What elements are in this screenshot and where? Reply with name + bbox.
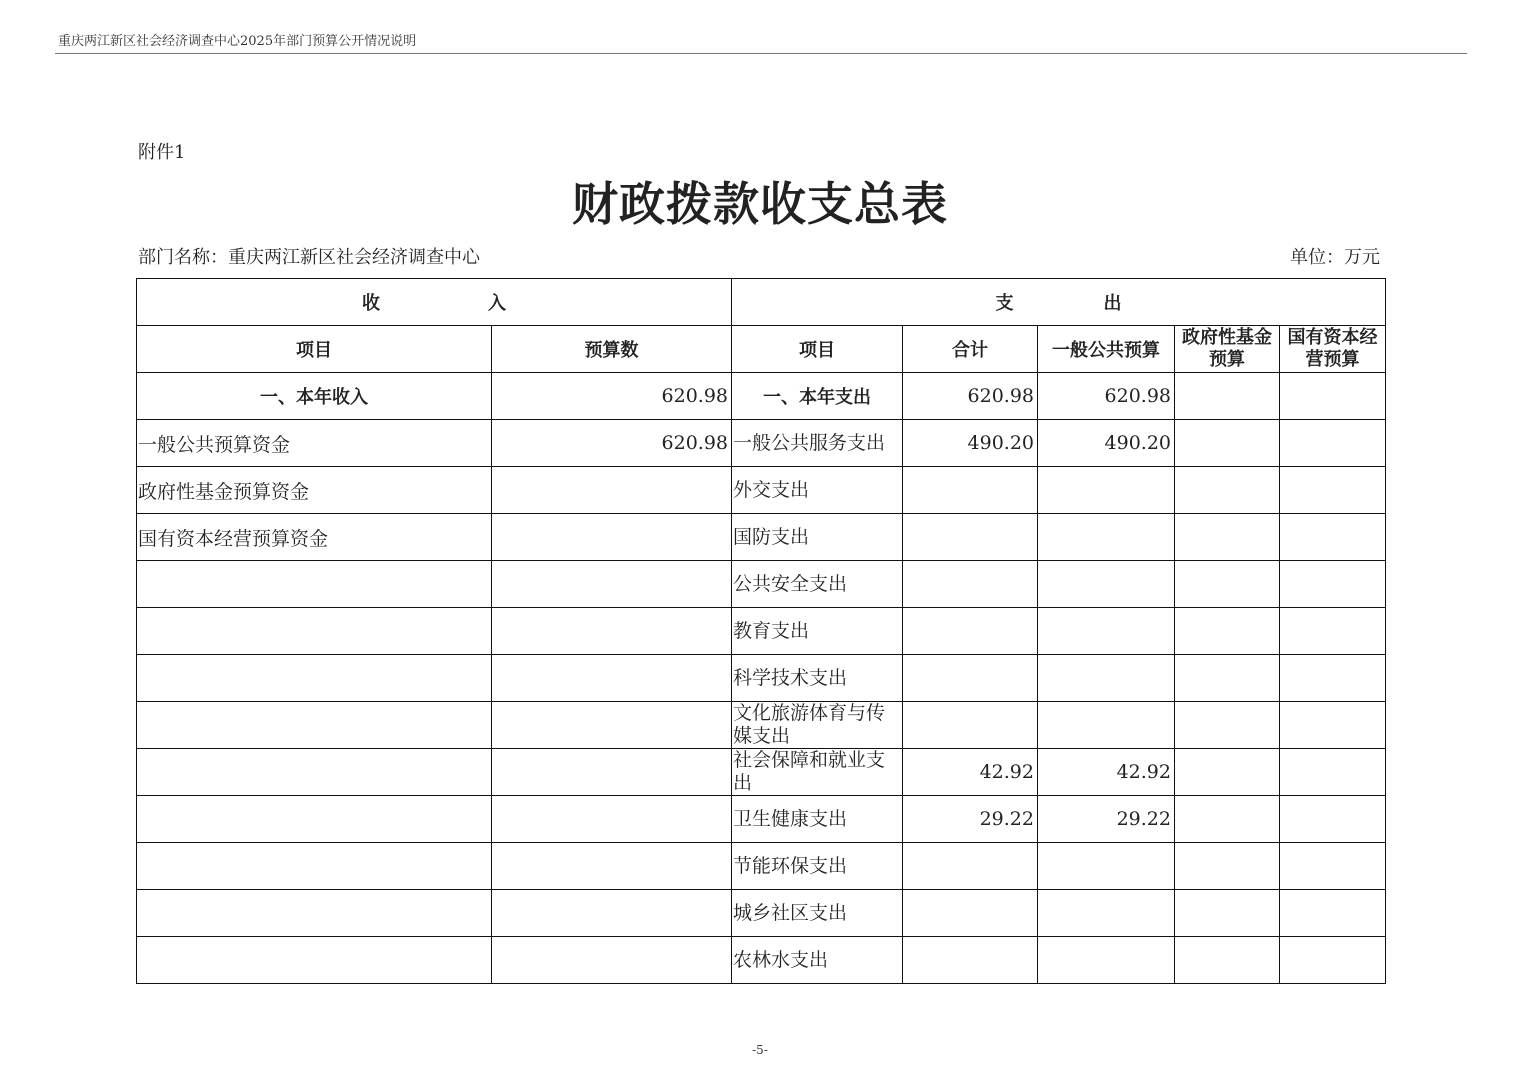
total-cell — [903, 655, 1038, 702]
running-header: 重庆两江新区社会经济调查中心2025年部门预算公开情况说明 — [58, 34, 417, 49]
state-capital-cell — [1280, 702, 1386, 749]
state-capital-cell — [1280, 749, 1386, 796]
total-cell — [903, 937, 1038, 984]
gov-fund-cell — [1175, 749, 1280, 796]
general-budget-cell — [1038, 655, 1175, 702]
state-capital-cell — [1280, 796, 1386, 843]
table-row — [137, 373, 1386, 420]
table-row — [137, 843, 1386, 890]
general-budget-cell: 620.98 — [1038, 373, 1175, 420]
state-capital-cell — [1280, 655, 1386, 702]
income-item-cell — [137, 561, 492, 608]
income-item-cell — [137, 796, 492, 843]
income-value-cell: 620.98 — [492, 373, 732, 420]
table-row — [137, 514, 1386, 561]
gov-fund-cell — [1175, 561, 1280, 608]
gov-fund-cell — [1175, 890, 1280, 937]
table-row — [137, 937, 1386, 984]
header-rule — [55, 53, 1467, 54]
unit-label: 单位：万元 — [1290, 247, 1380, 268]
total-cell — [903, 608, 1038, 655]
state-capital-cell — [1280, 561, 1386, 608]
income-value-cell — [492, 796, 732, 843]
state-capital-cell — [1280, 514, 1386, 561]
column-header-row — [137, 326, 1386, 373]
general-budget-cell — [1038, 937, 1175, 984]
income-item-cell — [137, 702, 492, 749]
income-value-cell — [492, 890, 732, 937]
income-item-cell — [137, 749, 492, 796]
col-income-item: 项目 — [137, 326, 492, 373]
general-budget-cell — [1038, 702, 1175, 749]
table-row — [137, 702, 1386, 749]
expense-item-cell: 一般公共服务支出 — [732, 420, 903, 467]
state-capital-cell — [1280, 890, 1386, 937]
income-value-cell: 620.98 — [492, 420, 732, 467]
income-item-cell: 政府性基金预算资金 — [137, 467, 492, 514]
total-cell — [903, 467, 1038, 514]
state-capital-cell — [1280, 843, 1386, 890]
income-item-cell — [137, 843, 492, 890]
group-header-row — [137, 279, 1386, 326]
table-row — [137, 890, 1386, 937]
expense-header: 支 出 — [732, 279, 1386, 326]
table-row — [137, 749, 1386, 796]
general-budget-cell — [1038, 514, 1175, 561]
income-item-cell: 国有资本经营预算资金 — [137, 514, 492, 561]
income-item-cell — [137, 655, 492, 702]
expense-item-cell: 农林水支出 — [732, 937, 903, 984]
general-budget-cell — [1038, 608, 1175, 655]
table-row — [137, 420, 1386, 467]
general-budget-cell: 490.20 — [1038, 420, 1175, 467]
total-cell: 490.20 — [903, 420, 1038, 467]
income-header: 收 入 — [137, 279, 732, 326]
state-capital-cell — [1280, 420, 1386, 467]
expense-item-cell: 城乡社区支出 — [732, 890, 903, 937]
total-cell — [903, 843, 1038, 890]
expense-item-cell: 教育支出 — [732, 608, 903, 655]
income-item-cell: 一、本年收入 — [137, 373, 492, 420]
state-capital-cell — [1280, 467, 1386, 514]
col-gov-fund: 政府性基金预算 — [1175, 326, 1280, 373]
table-row — [137, 561, 1386, 608]
gov-fund-cell — [1175, 373, 1280, 420]
income-item-cell — [137, 890, 492, 937]
gov-fund-cell — [1175, 420, 1280, 467]
total-cell: 620.98 — [903, 373, 1038, 420]
income-value-cell — [492, 655, 732, 702]
department-name: 部门名称：重庆两江新区社会经济调查中心 — [138, 247, 480, 268]
annex-label: 附件1 — [138, 142, 186, 163]
gov-fund-cell — [1175, 655, 1280, 702]
expense-item-cell: 外交支出 — [732, 467, 903, 514]
expense-item-cell: 国防支出 — [732, 514, 903, 561]
gov-fund-cell — [1175, 702, 1280, 749]
budget-table — [136, 278, 1386, 984]
general-budget-cell — [1038, 561, 1175, 608]
income-value-cell — [492, 514, 732, 561]
col-general: 一般公共预算 — [1038, 326, 1175, 373]
total-cell: 29.22 — [903, 796, 1038, 843]
col-total: 合计 — [903, 326, 1038, 373]
income-item-cell — [137, 608, 492, 655]
expense-item-cell: 节能环保支出 — [732, 843, 903, 890]
general-budget-cell — [1038, 843, 1175, 890]
general-budget-cell — [1038, 890, 1175, 937]
gov-fund-cell — [1175, 843, 1280, 890]
expense-item-cell: 文化旅游体育与传媒支出 — [732, 702, 903, 749]
col-income-budget: 预算数 — [492, 326, 732, 373]
income-value-cell — [492, 702, 732, 749]
total-cell: 42.92 — [903, 749, 1038, 796]
general-budget-cell: 29.22 — [1038, 796, 1175, 843]
table-row — [137, 608, 1386, 655]
general-budget-cell: 42.92 — [1038, 749, 1175, 796]
col-expense-item: 项目 — [732, 326, 903, 373]
expense-item-cell: 公共安全支出 — [732, 561, 903, 608]
income-value-cell — [492, 561, 732, 608]
gov-fund-cell — [1175, 514, 1280, 561]
table-row — [137, 467, 1386, 514]
total-cell — [903, 702, 1038, 749]
expense-item-cell: 卫生健康支出 — [732, 796, 903, 843]
state-capital-cell — [1280, 373, 1386, 420]
gov-fund-cell — [1175, 467, 1280, 514]
page-title: 财政拨款收支总表 — [572, 177, 948, 231]
col-state-capital: 国有资本经营预算 — [1280, 326, 1386, 373]
gov-fund-cell — [1175, 796, 1280, 843]
general-budget-cell — [1038, 467, 1175, 514]
expense-item-cell: 社会保障和就业支出 — [732, 749, 903, 796]
expense-item-cell: 一、本年支出 — [732, 373, 903, 420]
table-row — [137, 655, 1386, 702]
expense-item-cell: 科学技术支出 — [732, 655, 903, 702]
total-cell — [903, 890, 1038, 937]
income-value-cell — [492, 608, 732, 655]
income-item-cell: 一般公共预算资金 — [137, 420, 492, 467]
state-capital-cell — [1280, 937, 1386, 984]
page-number: -5- — [752, 1043, 768, 1057]
gov-fund-cell — [1175, 937, 1280, 984]
income-value-cell — [492, 937, 732, 984]
total-cell — [903, 514, 1038, 561]
state-capital-cell — [1280, 608, 1386, 655]
total-cell — [903, 561, 1038, 608]
income-value-cell — [492, 749, 732, 796]
income-item-cell — [137, 937, 492, 984]
gov-fund-cell — [1175, 608, 1280, 655]
table-row — [137, 796, 1386, 843]
income-value-cell — [492, 467, 732, 514]
income-value-cell — [492, 843, 732, 890]
